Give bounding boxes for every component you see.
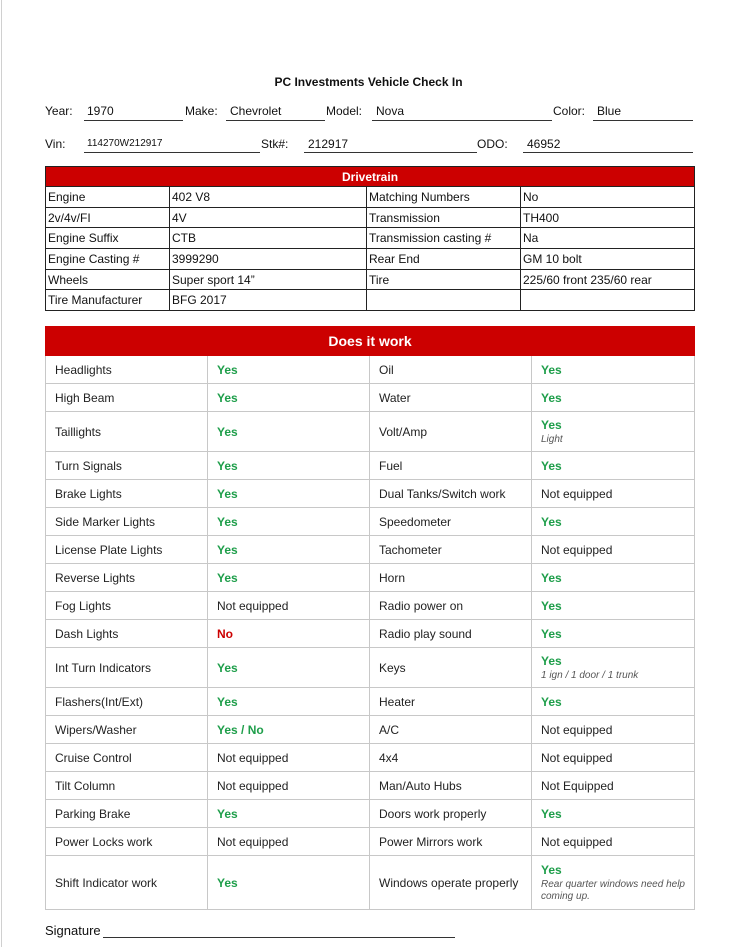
check-item-text: License Plate Lights <box>55 542 163 557</box>
drivetrain-body <box>46 187 695 311</box>
check-status-text: Yes <box>217 458 238 473</box>
check-item-text: Side Marker Lights <box>55 514 156 529</box>
check-item-text: Int Turn Indicators <box>55 660 152 675</box>
check-status-text: Not equipped <box>541 722 613 737</box>
drivetrain-row <box>46 249 695 270</box>
check-status-text: Yes <box>541 862 562 877</box>
check-item <box>46 744 208 772</box>
check-row <box>46 508 695 536</box>
check-note: Rear quarter windows need help coming up. <box>541 878 685 902</box>
make-label: Make: <box>185 104 218 118</box>
check-status-text: Not Equipped <box>541 778 614 793</box>
check-status <box>532 480 695 508</box>
check-row <box>46 648 695 688</box>
check-note: Light <box>541 433 563 445</box>
check-item-text: Power Mirrors work <box>379 834 483 849</box>
check-status-text: Not equipped <box>541 834 613 849</box>
check-status-text: Not equipped <box>217 778 289 793</box>
check-item-text: Man/Auto Hubs <box>379 778 462 793</box>
model-field[interactable]: Nova <box>376 104 405 118</box>
check-item <box>46 384 208 412</box>
check-item-text: Brake Lights <box>55 486 122 501</box>
page-edge <box>1 0 2 947</box>
check-row <box>46 716 695 744</box>
check-status <box>532 536 695 564</box>
drivetrain-label: Matching Numbers <box>367 187 521 208</box>
check-status <box>532 688 695 716</box>
drivetrain-value: 4V <box>170 207 367 228</box>
check-item <box>370 384 532 412</box>
check-item <box>370 800 532 828</box>
check-item <box>370 620 532 648</box>
check-status <box>532 648 695 688</box>
check-status-text: Yes <box>217 542 238 557</box>
check-status-text: Yes <box>541 570 562 585</box>
make-field[interactable]: Chevrolet <box>230 104 282 118</box>
check-item-text: Dual Tanks/Switch work <box>379 486 506 501</box>
check-item-text: Doors work properly <box>379 806 487 821</box>
drivetrain-label: 2v/4v/FI <box>46 207 170 228</box>
check-item <box>46 564 208 592</box>
check-item <box>370 564 532 592</box>
check-item <box>46 648 208 688</box>
check-note: 1 ign / 1 door / 1 trunk <box>541 669 639 681</box>
check-status-text: Yes <box>217 660 238 675</box>
drivetrain-label: Engine <box>46 187 170 208</box>
check-status <box>532 356 695 384</box>
drivetrain-value: GM 10 bolt <box>521 249 695 270</box>
drivetrain-label: Rear End <box>367 249 521 270</box>
check-item <box>46 508 208 536</box>
year-label: Year: <box>45 104 73 118</box>
check-status <box>208 412 370 452</box>
odo-label: ODO: <box>477 137 508 151</box>
check-item-text: Wipers/Washer <box>55 722 137 737</box>
check-status-text: Not equipped <box>541 750 613 765</box>
check-status <box>532 508 695 536</box>
drivetrain-value: BFG 2017 <box>170 290 367 311</box>
drivetrain-label: Engine Suffix <box>46 228 170 249</box>
check-status <box>532 592 695 620</box>
drivetrain-value: 3999290 <box>170 249 367 270</box>
check-status-text: Yes <box>541 458 562 473</box>
check-status-text: Yes <box>217 424 238 439</box>
drivetrain-row <box>46 187 695 208</box>
check-item <box>370 452 532 480</box>
drivetrain-label: Transmission casting # <box>367 228 521 249</box>
check-item-text: Radio play sound <box>379 626 472 641</box>
check-item <box>46 592 208 620</box>
check-row <box>46 828 695 856</box>
make-underline <box>226 120 325 121</box>
check-row <box>46 688 695 716</box>
check-item <box>370 412 532 452</box>
check-status-text: Not equipped <box>541 542 613 557</box>
year-underline <box>84 120 183 121</box>
check-row <box>46 452 695 480</box>
check-status-text: Not equipped <box>217 834 289 849</box>
page-title: PC Investments Vehicle Check In <box>274 75 463 89</box>
stk-label: Stk#: <box>261 137 289 151</box>
check-item-text: Horn <box>379 570 406 585</box>
check-item-text: Windows operate properly <box>379 875 519 890</box>
check-row <box>46 356 695 384</box>
does-it-work-body <box>46 356 695 910</box>
check-item <box>370 648 532 688</box>
check-item-text: Parking Brake <box>55 806 131 821</box>
year-field[interactable]: 1970 <box>87 104 114 118</box>
check-status <box>532 744 695 772</box>
check-status <box>208 480 370 508</box>
drivetrain-heading: Drivetrain <box>46 167 695 187</box>
check-item <box>370 772 532 800</box>
stk-underline <box>304 152 477 153</box>
stk-field[interactable]: 212917 <box>308 137 349 151</box>
check-status-text: Not equipped <box>217 598 289 613</box>
check-status <box>532 828 695 856</box>
check-item <box>46 716 208 744</box>
drivetrain-value: CTB <box>170 228 367 249</box>
check-status <box>208 592 370 620</box>
check-row <box>46 856 695 910</box>
check-item-text: 4x4 <box>379 750 399 765</box>
check-status-text: Yes <box>541 653 562 668</box>
check-item-text: Power Locks work <box>55 834 153 849</box>
drivetrain-label: Tire Manufacturer <box>46 290 170 311</box>
check-row <box>46 772 695 800</box>
check-item <box>370 716 532 744</box>
check-status <box>208 452 370 480</box>
check-status <box>208 648 370 688</box>
check-item-text: Speedometer <box>379 514 452 529</box>
check-status-text: Yes <box>217 514 238 529</box>
check-status <box>208 536 370 564</box>
check-row <box>46 412 695 452</box>
check-status <box>532 856 695 910</box>
drivetrain-row <box>46 269 695 290</box>
check-item <box>46 620 208 648</box>
signature-label: Signature <box>45 923 101 938</box>
check-item-text: Cruise Control <box>55 750 132 765</box>
drivetrain-value: Super sport 14” <box>170 269 367 290</box>
check-status <box>208 828 370 856</box>
check-status-text: Yes <box>217 694 238 709</box>
check-item <box>46 856 208 910</box>
check-status-text: Yes <box>217 390 238 405</box>
check-item-text: Tachometer <box>379 542 442 557</box>
check-status-text: Yes <box>217 486 238 501</box>
check-status <box>532 800 695 828</box>
check-status <box>208 564 370 592</box>
color-field[interactable]: Blue <box>597 104 622 118</box>
check-row <box>46 800 695 828</box>
drivetrain-label: Tire <box>367 269 521 290</box>
odo-field[interactable]: 46952 <box>527 137 561 151</box>
check-status <box>208 800 370 828</box>
check-row <box>46 564 695 592</box>
color-underline <box>593 120 693 121</box>
check-status-text: Yes <box>541 417 562 432</box>
check-item <box>46 356 208 384</box>
check-item-text: Turn Signals <box>55 458 122 473</box>
check-status <box>208 744 370 772</box>
check-status <box>532 384 695 412</box>
check-item <box>46 536 208 564</box>
check-item-text: Radio power on <box>379 598 464 613</box>
check-status-text: No <box>217 626 233 641</box>
check-item <box>370 536 532 564</box>
check-status <box>532 620 695 648</box>
check-item-text: Fog Lights <box>55 598 112 613</box>
check-item-text: Keys <box>379 660 406 675</box>
check-item-text: Heater <box>379 694 416 709</box>
check-item-text: High Beam <box>55 390 115 405</box>
check-item <box>370 508 532 536</box>
check-item-text: Dash Lights <box>55 626 119 641</box>
check-item-text: Reverse Lights <box>55 570 136 585</box>
check-status <box>532 772 695 800</box>
does-it-work-heading: Does it work <box>46 327 695 356</box>
check-item <box>46 688 208 716</box>
check-status-text: Yes <box>541 598 562 613</box>
check-row <box>46 744 695 772</box>
drivetrain-value: No <box>521 187 695 208</box>
check-status <box>532 412 695 452</box>
check-status <box>208 620 370 648</box>
check-item <box>370 480 532 508</box>
check-item <box>370 744 532 772</box>
check-status <box>208 688 370 716</box>
check-item-text: A/C <box>379 722 400 737</box>
check-item <box>370 856 532 910</box>
check-item <box>370 592 532 620</box>
signature-line[interactable] <box>103 937 455 938</box>
drivetrain-label: Engine Casting # <box>46 249 170 270</box>
check-item <box>46 772 208 800</box>
check-item-text: Shift Indicator work <box>55 875 158 890</box>
check-row <box>46 480 695 508</box>
check-status <box>208 356 370 384</box>
check-status-text: Yes <box>541 362 562 377</box>
check-item-text: Volt/Amp <box>379 424 428 439</box>
check-item-text: Headlights <box>55 362 112 377</box>
check-row <box>46 620 695 648</box>
drivetrain-label: Transmission <box>367 207 521 228</box>
vin-field[interactable]: 114270W212917 <box>87 138 163 149</box>
drivetrain-label: Wheels <box>46 269 170 290</box>
check-status-text: Yes <box>541 514 562 529</box>
drivetrain-row <box>46 290 695 311</box>
check-status-text: Yes <box>217 570 238 585</box>
vin-underline <box>84 152 260 153</box>
check-item <box>46 800 208 828</box>
drivetrain-value: TH400 <box>521 207 695 228</box>
check-status <box>208 508 370 536</box>
check-item <box>370 828 532 856</box>
vin-label: Vin: <box>45 137 66 151</box>
drivetrain-value <box>521 290 695 311</box>
drivetrain-table <box>45 166 695 311</box>
check-status-text: Yes / No <box>217 722 264 737</box>
check-item <box>46 412 208 452</box>
check-item-text: Tilt Column <box>55 778 116 793</box>
check-item <box>46 828 208 856</box>
check-status-text: Yes <box>217 806 238 821</box>
drivetrain-value: 402 V8 <box>170 187 367 208</box>
check-status <box>208 772 370 800</box>
check-status-text: Yes <box>541 626 562 641</box>
check-item-text: Flashers(Int/Ext) <box>55 694 144 709</box>
check-item-text: Taillights <box>55 424 102 439</box>
check-item-text: Fuel <box>379 458 403 473</box>
model-underline <box>372 120 552 121</box>
check-status <box>208 716 370 744</box>
drivetrain-label <box>367 290 521 311</box>
odo-underline <box>523 152 693 153</box>
check-item-text: Water <box>379 390 411 405</box>
check-status-text: Yes <box>541 390 562 405</box>
check-row <box>46 592 695 620</box>
check-status-text: Yes <box>217 875 238 890</box>
check-status <box>208 856 370 910</box>
check-status-text: Not equipped <box>541 486 613 501</box>
check-status <box>208 384 370 412</box>
drivetrain-value: 225/60 front 235/60 rear <box>521 269 695 290</box>
check-status <box>532 452 695 480</box>
check-item <box>46 480 208 508</box>
color-label: Color: <box>553 104 586 118</box>
check-status-text: Yes <box>541 694 562 709</box>
check-status-text: Yes <box>217 362 238 377</box>
drivetrain-value: Na <box>521 228 695 249</box>
does-it-work-table <box>45 326 695 910</box>
check-item <box>370 356 532 384</box>
check-status-text: Yes <box>541 806 562 821</box>
model-label: Model: <box>326 104 363 118</box>
drivetrain-row <box>46 207 695 228</box>
check-row <box>46 384 695 412</box>
check-row <box>46 536 695 564</box>
check-status <box>532 716 695 744</box>
drivetrain-row <box>46 228 695 249</box>
check-item <box>370 688 532 716</box>
check-item-text: Oil <box>379 362 394 377</box>
check-status <box>532 564 695 592</box>
check-status-text: Not equipped <box>217 750 289 765</box>
check-item <box>46 452 208 480</box>
